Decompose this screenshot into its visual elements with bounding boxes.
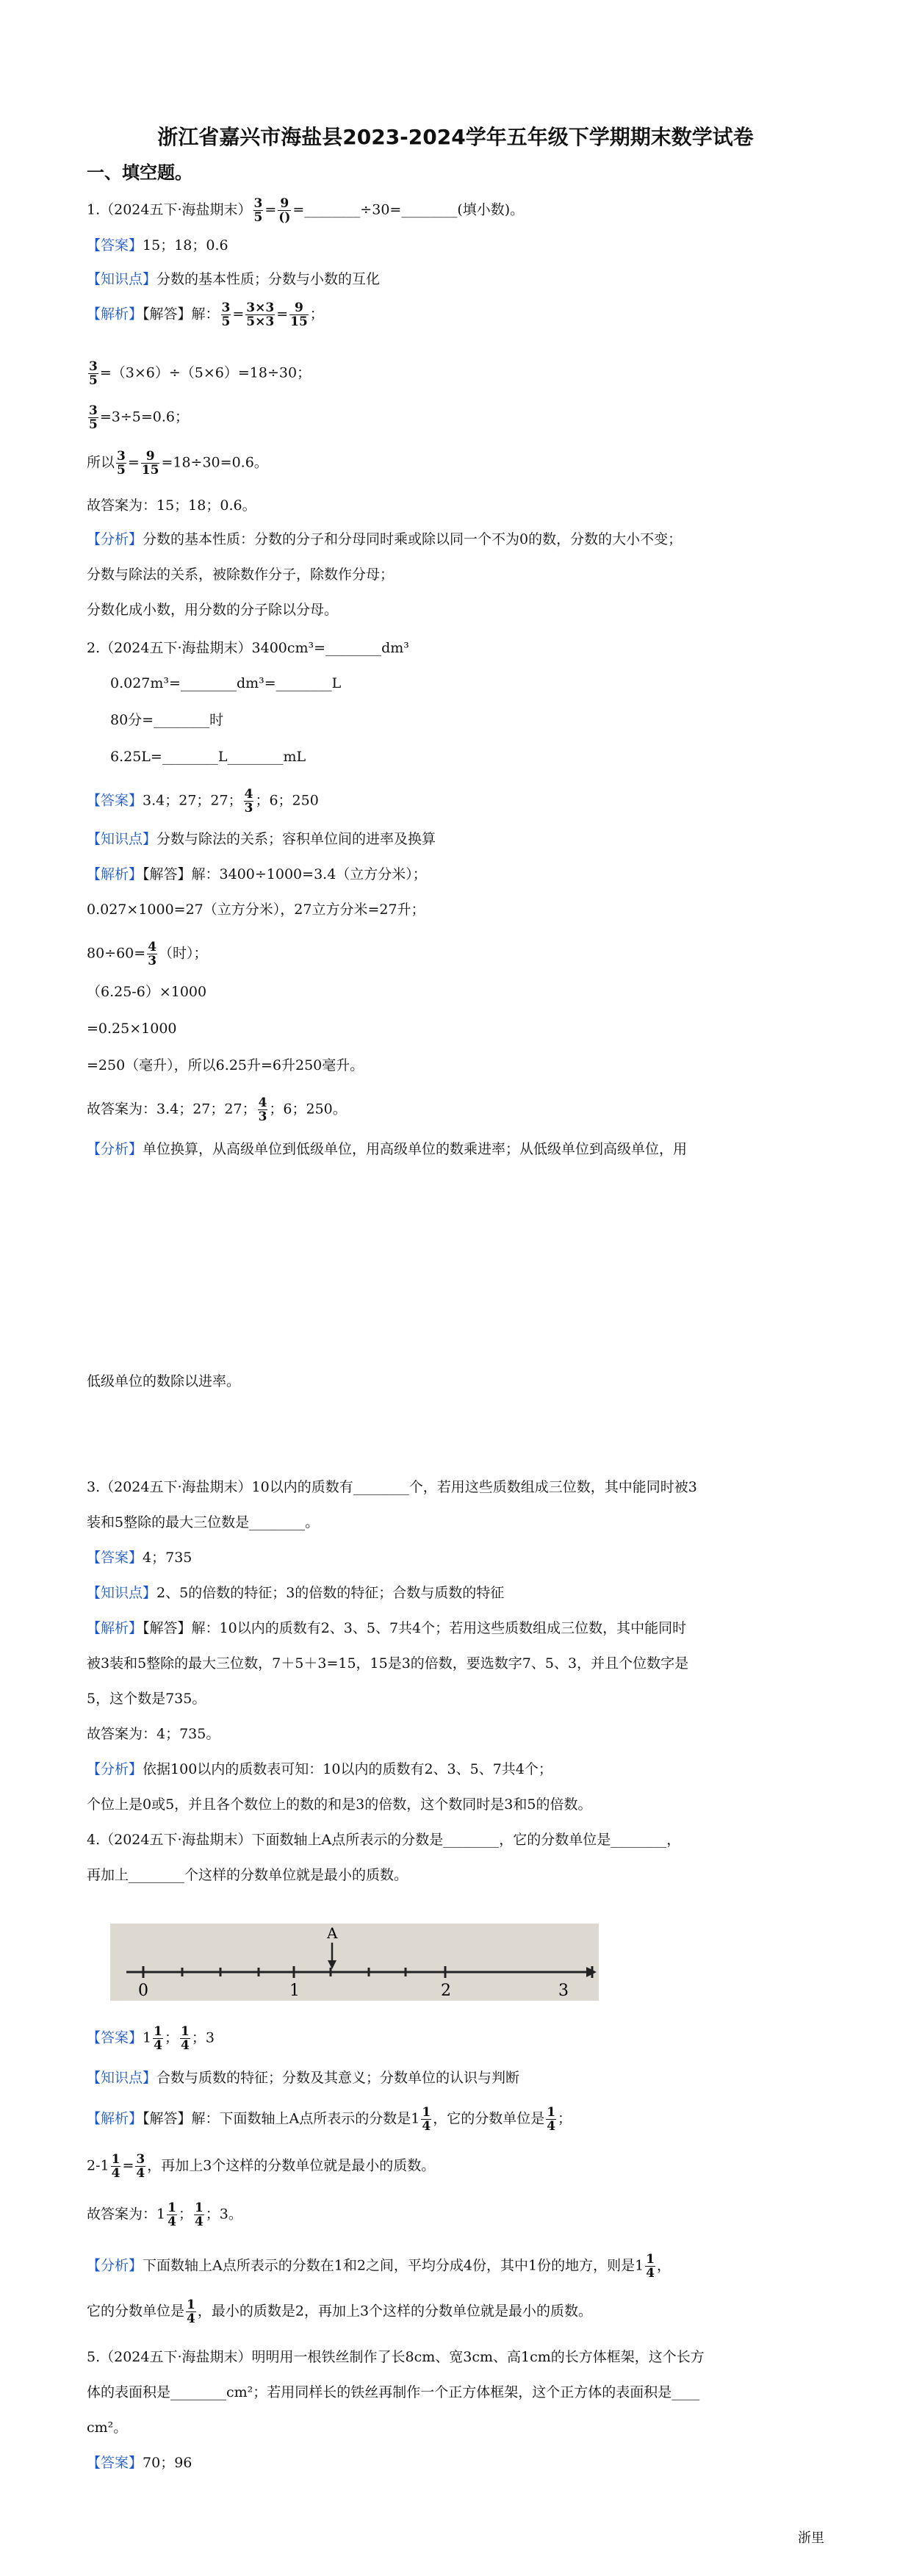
q1-analysis-3: $\frac{3}{5}$ =3÷5=0.6； — [89, 403, 189, 432]
q1-answer: 【答案】15；18；0.6 — [87, 237, 228, 253]
q2-analysis-5: =0.25×1000 — [87, 1021, 177, 1037]
q3-fenxi-2: 个位上是0或5，并且各个数位上的数的和是3的倍数，这个数同时是3和5的倍数。 — [87, 1796, 592, 1813]
q3-stem-2: 装和5整除的最大三位数是________。 — [87, 1514, 320, 1530]
q4-answer: 【答案】1 $\frac{1}{4}$ ； $\frac{1}{4}$ ；3 — [87, 2024, 215, 2053]
q4-analysis-1: 【解析】【解答】解：下面数轴上A点所表示的分数是1 $\frac{1}{4}$ ，它的分数单位是 $\frac{1}{4}$ ； — [87, 2105, 572, 2134]
q2-analysis-1: 【解析】【解答】解：3400÷1000=3.4（立方分米）； — [87, 866, 427, 882]
q2-stem-4: 6.25L=________L________mL — [110, 749, 306, 765]
q4-fenxi-2: 它的分数单位是 $\frac{1}{4}$ ，最小的质数是2，再加上3个这样的分数单位就是最小的质数。 — [87, 2298, 593, 2326]
page-footer: 浙里 — [798, 2530, 824, 2546]
q1-knowledge: 【知识点】分数的基本性质；分数与小数的互化 — [87, 271, 381, 287]
q1-analysis-1: 【解析】【解答】解： $\frac{3}{5}$ = $\frac{3\times 3}{5\times 3}$ = $\frac{9}{15}$ ； — [87, 301, 324, 329]
q2-knowledge: 【知识点】分数与除法的关系；容积单位间的进率及换算 — [87, 831, 436, 847]
q1-fenxi-2: 分数与除法的关系，被除数作分子，除数作分母； — [87, 566, 395, 583]
q1-analysis-5: 故答案为：15；18；0.6。 — [87, 497, 256, 514]
q5-stem-1: 5.（2024五下·海盐期末）明明用一根铁丝制作了长8cm、宽3cm、高1cm的长方体框架，这个长方 — [87, 2349, 705, 2365]
q5-stem-3: cm²。 — [87, 2420, 128, 2436]
q4-analysis-2: 2-1 $\frac{1}{4}$ = $\frac{3}{4}$ ，再加上3个这样的分数单位就是最小的质数。 — [87, 2152, 436, 2181]
q2-analysis-7: 故答案为：3.4；27；27； $\frac{4}{3}$ ；6；250。 — [87, 1095, 347, 1124]
q2-analysis-4: （6.25-6）×1000 — [87, 984, 207, 1000]
q2-fenxi-2: 低级单位的数除以进率。 — [87, 1373, 241, 1389]
q1-stem: 1.（2024五下·海盐期末） $\frac{3}{5}$ = $\frac{9}{()}$ =________÷30=________(填小数)。 — [87, 196, 525, 225]
section-heading: 一、填空题。 — [87, 162, 192, 183]
q1-fenxi-1: 【分析】分数的基本性质：分数的分子和分母同时乘或除以同一个不为0的数，分数的大小不变； — [87, 531, 683, 547]
q5-stem-2: 体的表面积是________cm²；若用同样长的铁丝再制作一个正方体框架，这个正方体的表面积是____ — [87, 2384, 700, 2400]
number-line-svg — [110, 1924, 599, 2001]
q3-answer: 【答案】4；735 — [87, 1550, 192, 1566]
tick-label-3: 3 — [558, 1982, 569, 2000]
q2-fenxi-1: 【分析】单位换算，从高级单位到低级单位，用高级单位的数乘进率；从低级单位到高级单位，用 — [87, 1141, 688, 1157]
q2-stem-2: 0.027m³=________dm³=________L — [110, 675, 342, 691]
q3-knowledge: 【知识点】2、5的倍数的特征；3的倍数的特征；合数与质数的特征 — [87, 1585, 505, 1601]
q2-answer: 【答案】3.4；27；27； $\frac{4}{3}$ ；6；250 — [87, 787, 319, 816]
q4-stem-2: 再加上________个这样的分数单位就是最小的质数。 — [87, 1867, 408, 1883]
q3-analysis-3: 5，这个数是735。 — [87, 1691, 206, 1707]
tick-label-0: 0 — [138, 1982, 148, 2000]
number-line-figure — [110, 1924, 599, 2001]
q1-fenxi-3: 分数化成小数，用分数的分子除以分母。 — [87, 602, 339, 618]
point-a-arrowhead — [328, 1960, 336, 1969]
q2-stem-1: 2.（2024五下·海盐期末）3400cm³=________dm³ — [87, 640, 409, 656]
q3-analysis-2: 被3装和5整除的最大三位数，7＋5＋3=15，15是3的倍数，要选数字7、5、3，并且个位数字是 — [87, 1655, 689, 1672]
exam-title: 浙江省嘉兴市海盐县2023-2024学年五年级下学期期末数学试卷 — [157, 125, 754, 149]
q4-stem-1: 4.（2024五下·海盐期末）下面数轴上A点所表示的分数是________，它的分数单位是________， — [87, 1832, 681, 1848]
q3-stem-1: 3.（2024五下·海盐期末）10以内的质数有________个，若用这些质数组成三位数，其中能同时被3 — [87, 1479, 697, 1495]
tick-label-1: 1 — [289, 1982, 300, 2000]
q1-analysis-2: $\frac{3}{5}$ =（3×6）÷（5×6）=18÷30； — [89, 359, 312, 388]
q4-fenxi-1: 【分析】下面数轴上A点所表示的分数在1和2之间，平均分成4份，其中1份的地方，则是1 $\frac{1}{4}$ ， — [87, 2252, 671, 2281]
point-a-label: A — [327, 1924, 338, 1942]
q1-analysis-4: 所以 $\frac{3}{5}$ = $\frac{9}{15}$ =18÷30=0.6。 — [87, 449, 268, 478]
q5-answer: 【答案】70；96 — [87, 2455, 192, 2471]
q4-knowledge: 【知识点】合数与质数的特征；分数及其意义；分数单位的认识与判断 — [87, 2070, 520, 2086]
q2-analysis-6: =250（毫升），所以6.25升=6升250毫升。 — [87, 1057, 364, 1073]
q3-analysis-1: 【解析】【解答】解：10以内的质数有2、3、5、7共4个；若用这些质数组成三位数，其中能同时 — [87, 1620, 687, 1636]
q2-analysis-2: 0.027×1000=27（立方分米），27立方分米=27升； — [87, 902, 425, 918]
tick-label-2: 2 — [441, 1982, 451, 2000]
q3-analysis-4: 故答案为：4；735。 — [87, 1726, 220, 1742]
q2-stem-3: 80分=________时 — [110, 712, 224, 728]
q2-analysis-3: 80÷60= $\frac{4}{3}$ （时）； — [87, 940, 208, 968]
q4-analysis-3: 故答案为：1 $\frac{1}{4}$ ； $\frac{1}{4}$ ；3。 — [87, 2201, 242, 2229]
q3-fenxi-1: 【分析】依据100以内的质数表可知：10以内的质数有2、3、5、7共4个； — [87, 1761, 552, 1777]
